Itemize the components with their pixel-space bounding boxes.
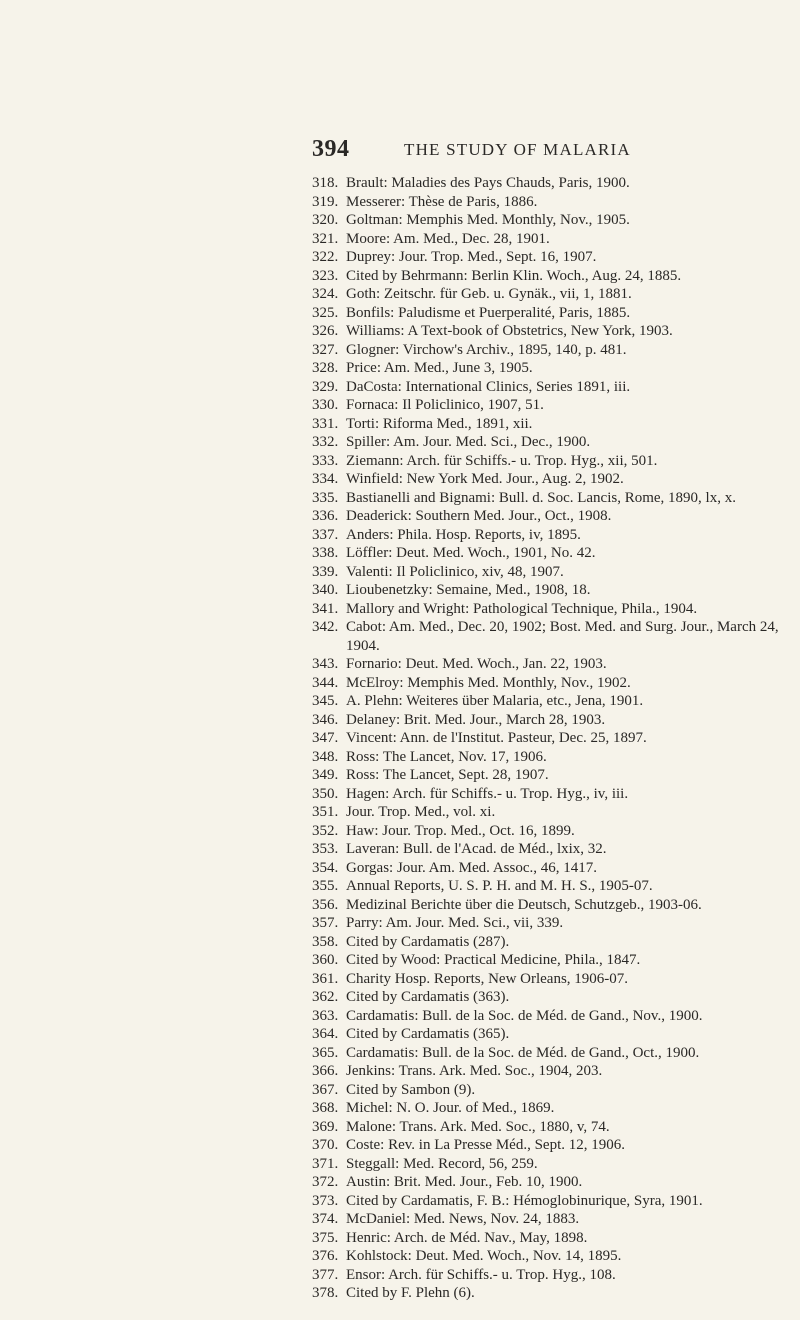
reference-number: 372. — [312, 1174, 339, 1190]
reference-text: Cited by Behrmann: Berlin Klin. Woch., Aug. 24, 1885. — [346, 267, 682, 284]
reference-entry — [312, 470, 782, 489]
reference-text: Winfield: New York Med. Jour., Aug. 2, 1902. — [346, 471, 624, 487]
reference-text: Ziemann: Arch. für Schiffs.- u. Trop. Hyg., xii, 501. — [346, 452, 658, 469]
reference-entry — [312, 914, 782, 933]
reference-number: 371. — [312, 1155, 339, 1172]
reference-entry — [312, 933, 782, 952]
reference-number: 350. — [312, 785, 339, 802]
reference-entry — [312, 618, 800, 655]
reference-number: 324. — [312, 286, 339, 302]
reference-entry — [312, 877, 782, 896]
reference-entry — [312, 896, 782, 915]
reference-entry — [312, 1062, 782, 1081]
reference-entry — [312, 785, 782, 804]
reference-number: 347. — [312, 730, 339, 746]
reference-entry — [312, 600, 782, 619]
reference-entry — [312, 1210, 782, 1229]
reference-entry — [312, 581, 782, 600]
reference-number: 364. — [312, 1026, 339, 1042]
reference-entry — [312, 378, 782, 397]
reference-text: Haw: Jour. Trop. Med., Oct. 16, 1899. — [346, 822, 575, 839]
reference-text: DaCosta: International Clinics, Series 1891, iii. — [346, 378, 631, 395]
reference-text: Vincent: Ann. de l'Institut. Pasteur, Dec. 25, 1897. — [346, 730, 647, 746]
reference-number: 370. — [312, 1137, 339, 1153]
reference-text: Bastianelli and Bignami: Bull. d. Soc. Lancis, Rome, 1890, lx, x. — [346, 489, 736, 506]
reference-number: 354. — [312, 859, 339, 876]
reference-number: 332. — [312, 434, 339, 450]
reference-text: Medizinal Berichte über die Deutsch, Schutzgeb., 1903-06. — [346, 896, 702, 913]
reference-entry — [312, 1118, 782, 1137]
reference-number: 355. — [312, 878, 339, 894]
reference-number: 377. — [312, 1266, 339, 1283]
reference-entry — [312, 970, 782, 989]
reference-number: 341. — [312, 600, 339, 617]
reference-entry — [312, 1007, 782, 1026]
reference-text: Bonfils: Paludisme et Puerperalité, Paris, 1885. — [346, 304, 631, 321]
reference-entry — [312, 1025, 782, 1044]
reference-text: Jour. Trop. Med., vol. xi. — [346, 804, 496, 820]
reference-number: 318. — [312, 175, 339, 191]
reference-number: 335. — [312, 489, 339, 506]
reference-text: Brault: Maladies des Pays Chauds, Paris, 1900. — [346, 175, 630, 191]
reference-text: Kohlstock: Deut. Med. Woch., Nov. 14, 1895. — [346, 1248, 622, 1264]
reference-number: 357. — [312, 915, 339, 931]
reference-entry — [312, 341, 782, 360]
reference-text: Henric: Arch. de Méd. Nav., May, 1898. — [346, 1229, 588, 1246]
reference-number: 356. — [312, 896, 339, 913]
reference-text: Malone: Trans. Ark. Med. Soc., 1880, v, 74. — [346, 1118, 610, 1135]
reference-entry — [312, 1247, 782, 1266]
reference-text: Cited by Sambon (9). — [346, 1081, 476, 1098]
reference-text: Deaderick: Southern Med. Jour., Oct., 1908. — [346, 508, 612, 524]
reference-entry — [312, 1044, 782, 1063]
reference-entry — [312, 655, 782, 674]
reference-text: Duprey: Jour. Trop. Med., Sept. 16, 1907. — [346, 249, 597, 265]
reference-entry — [312, 489, 782, 508]
reference-number: 328. — [312, 360, 339, 376]
reference-entry — [312, 322, 782, 341]
reference-entry — [312, 230, 782, 249]
reference-entry — [312, 396, 782, 415]
reference-entry — [312, 729, 782, 748]
reference-text: Hagen: Arch. für Schiffs.- u. Trop. Hyg., iv, iii. — [346, 785, 629, 802]
reference-number: 375. — [312, 1229, 339, 1246]
reference-text: Cardamatis: Bull. de la Soc. de Méd. de Gand., Nov., 1900. — [346, 1007, 703, 1024]
reference-number: 323. — [312, 267, 339, 284]
reference-text: Ensor: Arch. für Schiffs.- u. Trop. Hyg., 108. — [346, 1266, 616, 1283]
reference-text: Spiller: Am. Jour. Med. Sci., Dec., 1900. — [346, 434, 591, 450]
reference-entry — [312, 359, 782, 378]
reference-entry — [312, 711, 782, 730]
reference-text: Cited by F. Plehn (6). — [346, 1285, 475, 1301]
reference-text: Messerer: Thèse de Paris, 1886. — [346, 193, 538, 210]
reference-number: 320. — [312, 212, 339, 228]
reference-text: Cardamatis: Bull. de la Soc. de Méd. de Gand., Oct., 1900. — [346, 1044, 700, 1061]
reference-number: 348. — [312, 748, 339, 765]
reference-number: 373. — [312, 1192, 339, 1209]
reference-entry — [312, 840, 782, 859]
reference-text: Goltman: Memphis Med. Monthly, Nov., 1905. — [346, 212, 630, 228]
reference-text: Fornario: Deut. Med. Woch., Jan. 22, 1903. — [346, 656, 607, 672]
reference-text: Gorgas: Jour. Am. Med. Assoc., 46, 1417. — [346, 859, 597, 876]
reference-entry — [312, 822, 782, 841]
reference-number: 337. — [312, 526, 339, 543]
reference-number: 343. — [312, 656, 339, 672]
reference-number: 330. — [312, 397, 339, 413]
reference-number: 336. — [312, 508, 339, 524]
reference-entry — [312, 988, 782, 1007]
reference-number: 363. — [312, 1007, 339, 1024]
reference-number: 376. — [312, 1248, 339, 1264]
reference-text: Goth: Zeitschr. für Geb. u. Gynäk., vii, 1, 1881. — [346, 286, 632, 302]
reference-entry — [312, 674, 782, 693]
reference-entry — [312, 415, 782, 434]
reference-text: Valenti: Il Policlinico, xiv, 48, 1907. — [346, 563, 564, 580]
reference-number: 319. — [312, 193, 339, 210]
reference-number: 345. — [312, 693, 339, 709]
reference-text: McDaniel: Med. News, Nov. 24, 1883. — [346, 1211, 580, 1227]
reference-entry — [312, 951, 782, 970]
reference-text: Lioubenetzky: Semaine, Med., 1908, 18. — [346, 582, 591, 598]
reference-text: Mallory and Wright: Pathological Technique, Phila., 1904. — [346, 600, 698, 617]
reference-number: 325. — [312, 304, 339, 321]
reference-text: Jenkins: Trans. Ark. Med. Soc., 1904, 203. — [346, 1063, 603, 1079]
reference-number: 351. — [312, 804, 339, 820]
reference-number: 338. — [312, 545, 339, 561]
reference-entry — [312, 433, 782, 452]
reference-entry — [312, 1192, 782, 1211]
reference-number: 360. — [312, 952, 339, 968]
reference-number: 342. — [312, 619, 339, 635]
reference-number: 329. — [312, 378, 339, 395]
reference-text: Cited by Cardamatis (365). — [346, 1026, 510, 1042]
reference-text: Ross: The Lancet, Sept. 28, 1907. — [346, 767, 549, 783]
reference-entry — [312, 1173, 782, 1192]
reference-entry — [312, 285, 782, 304]
reference-text: Cited by Wood: Practical Medicine, Phila., 1847. — [346, 952, 641, 968]
reference-number: 333. — [312, 452, 339, 469]
running-title: THE STUDY OF MALARIA — [404, 140, 631, 159]
reference-entry — [312, 1229, 782, 1248]
reference-number: 331. — [312, 415, 339, 432]
reference-entry — [312, 1266, 782, 1285]
reference-entry — [312, 211, 782, 230]
reference-number: 346. — [312, 711, 339, 728]
reference-number: 362. — [312, 989, 339, 1005]
reference-text: Steggall: Med. Record, 56, 259. — [346, 1155, 538, 1172]
reference-text: Cited by Cardamatis (287). — [346, 933, 510, 950]
reference-text: Anders: Phila. Hosp. Reports, iv, 1895. — [346, 526, 581, 543]
reference-number: 352. — [312, 822, 339, 839]
reference-entry — [312, 193, 782, 212]
reference-text: Cited by Cardamatis, F. B.: Hémoglobinurique, Syra, 1901. — [346, 1192, 703, 1209]
reference-text: Moore: Am. Med., Dec. 28, 1901. — [346, 230, 550, 247]
reference-entry — [312, 1136, 782, 1155]
reference-number: 378. — [312, 1285, 339, 1301]
reference-entry — [312, 1155, 782, 1174]
reference-text: Delaney: Brit. Med. Jour., March 28, 1903. — [346, 711, 606, 728]
reference-entry — [312, 1099, 782, 1118]
reference-entry — [312, 248, 782, 267]
reference-text: Torti: Riforma Med., 1891, xii. — [346, 415, 533, 432]
reference-text: A. Plehn: Weiteres über Malaria, etc., Jena, 1901. — [346, 693, 644, 709]
page-header — [0, 132, 800, 162]
reference-text: Fornaca: Il Policlinico, 1907, 51. — [346, 397, 544, 413]
reference-number: 368. — [312, 1100, 339, 1116]
reference-entry — [312, 1284, 782, 1303]
reference-number: 374. — [312, 1211, 339, 1227]
reference-number: 339. — [312, 563, 339, 580]
reference-number: 344. — [312, 674, 339, 691]
reference-number: 353. — [312, 841, 339, 857]
reference-entry — [312, 1081, 782, 1100]
reference-number: 369. — [312, 1118, 339, 1135]
reference-text: Michel: N. O. Jour. of Med., 1869. — [346, 1100, 555, 1116]
reference-entry — [312, 452, 782, 471]
reference-text: Price: Am. Med., June 3, 1905. — [346, 360, 533, 376]
reference-number: 358. — [312, 933, 339, 950]
reference-entry — [312, 507, 782, 526]
reference-text: Löffler: Deut. Med. Woch., 1901, No. 42. — [346, 545, 596, 561]
reference-number: 367. — [312, 1081, 339, 1098]
reference-entry — [312, 544, 782, 563]
reference-entry — [312, 304, 782, 323]
reference-text: Charity Hosp. Reports, New Orleans, 1906-07. — [346, 970, 629, 987]
reference-number: 361. — [312, 970, 339, 987]
page-number: 394 — [312, 136, 350, 162]
reference-entry — [312, 803, 782, 822]
reference-text: Austin: Brit. Med. Jour., Feb. 10, 1900. — [346, 1174, 583, 1190]
reference-text: McElroy: Memphis Med. Monthly, Nov., 1902. — [346, 674, 631, 691]
reference-number: 321. — [312, 230, 339, 247]
reference-number: 322. — [312, 249, 339, 265]
reference-number: 340. — [312, 582, 339, 598]
reference-entry — [312, 174, 782, 193]
reference-entry — [312, 267, 782, 286]
reference-number: 349. — [312, 767, 339, 783]
reference-text: Coste: Rev. in La Presse Méd., Sept. 12, 1906. — [346, 1137, 626, 1153]
reference-text: Glogner: Virchow's Archiv., 1895, 140, p. 481. — [346, 341, 627, 358]
reference-text: Cited by Cardamatis (363). — [346, 989, 510, 1005]
reference-entry — [312, 766, 782, 785]
reference-number: 366. — [312, 1063, 339, 1079]
reference-number: 327. — [312, 341, 339, 358]
reference-entry — [312, 692, 782, 711]
reference-text: Annual Reports, U. S. P. H. and M. H. S., 1905-07. — [346, 878, 653, 894]
reference-entry — [312, 526, 782, 545]
reference-entry — [312, 748, 782, 767]
reference-text: Cabot: Am. Med., Dec. 20, 1902; Bost. Med. and Surg. Jour., March 24, 1904. — [346, 619, 779, 654]
reference-text: Parry: Am. Jour. Med. Sci., vii, 339. — [346, 915, 564, 931]
reference-text: Laveran: Bull. de l'Acad. de Méd., lxix, 32. — [346, 841, 607, 857]
reference-number: 326. — [312, 323, 339, 339]
reference-text: Williams: A Text-book of Obstetrics, New York, 1903. — [346, 323, 673, 339]
reference-entry — [312, 563, 782, 582]
reference-entry — [312, 859, 782, 878]
reference-number: 365. — [312, 1044, 339, 1061]
reference-text: Ross: The Lancet, Nov. 17, 1906. — [346, 748, 547, 765]
reference-number: 334. — [312, 471, 339, 487]
reference-list — [312, 174, 782, 1303]
